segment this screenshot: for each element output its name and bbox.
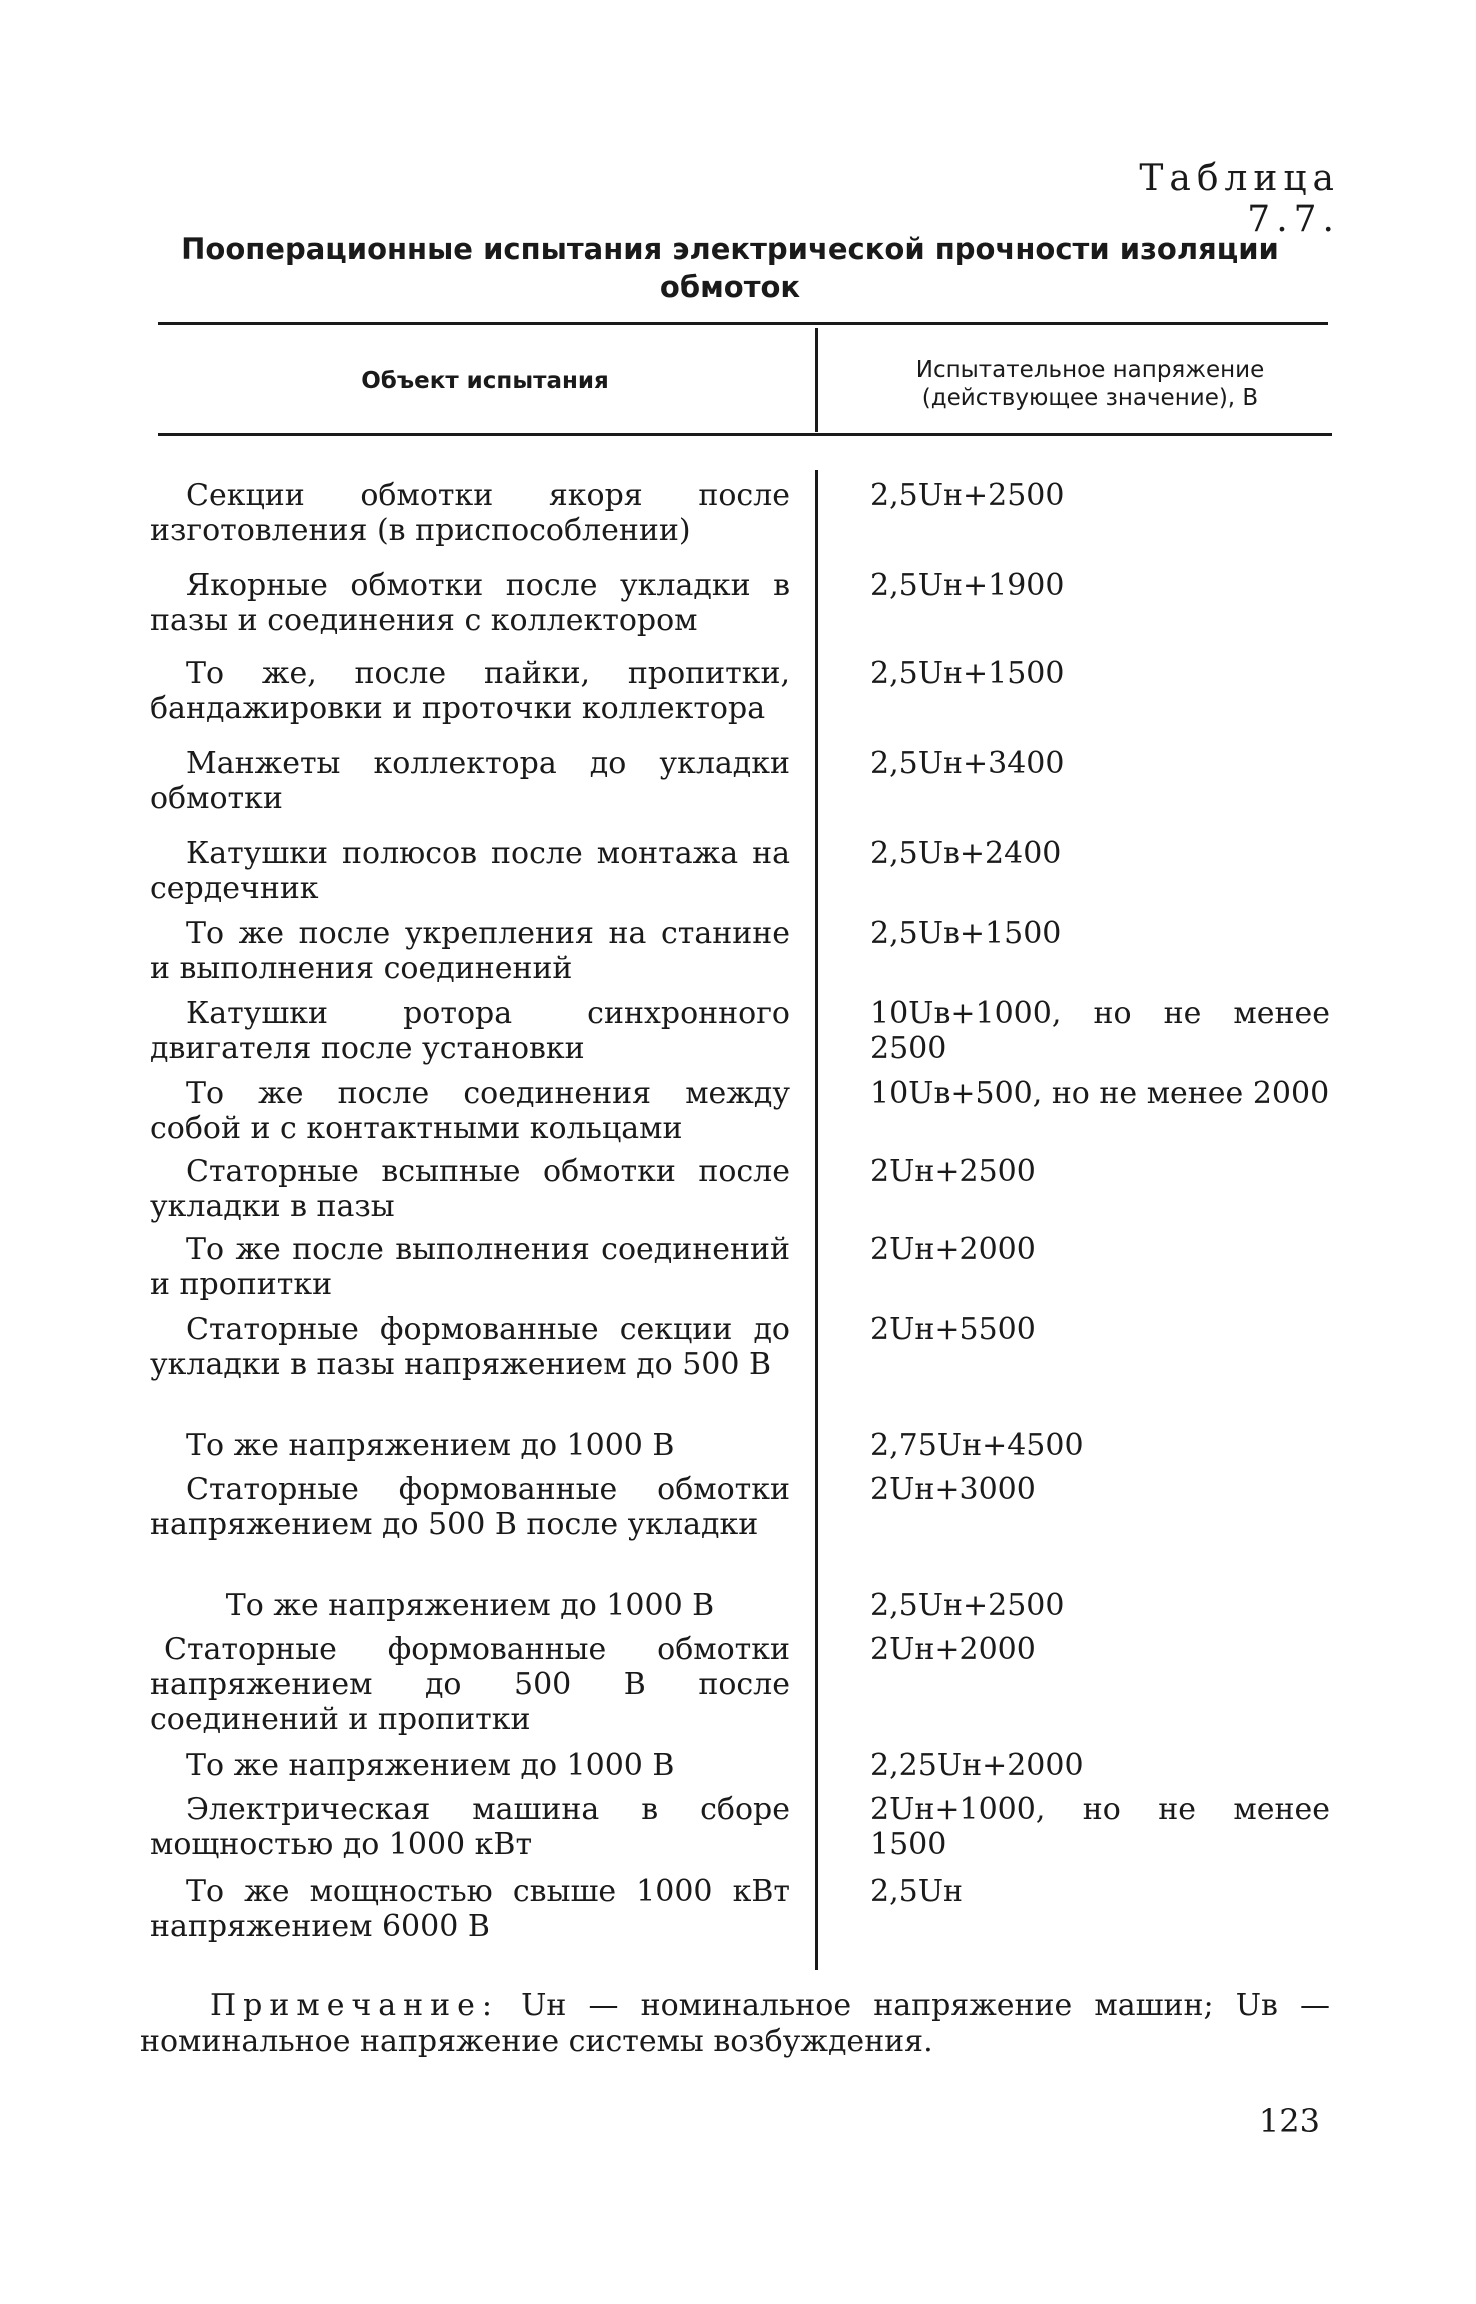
table-row-object: То же после выполнения соединений и пропитки xyxy=(150,1232,790,1302)
table-row-object: То же напряжением до 1000 В xyxy=(186,1748,675,1783)
table-row-object: Якорные обмотки после укладки в пазы и соединения с коллектором xyxy=(150,568,790,638)
table-row-voltage: 2,5Uн+1500 xyxy=(870,656,1065,691)
table-title: Пооперационные испытания электрической прочности изоляции обмоток xyxy=(181,232,1279,304)
table-row-voltage: 2Uн+5500 xyxy=(870,1312,1036,1347)
table-row-voltage: 2,5Uн xyxy=(870,1874,963,1909)
column-header-object: Объект испытания xyxy=(361,368,609,394)
table-row-object: Статорные всыпные обмотки после укладки в пазы xyxy=(150,1154,790,1224)
table-row-voltage: 2,25Uн+2000 xyxy=(870,1748,1084,1783)
table-header-rule xyxy=(158,433,1332,436)
table-row-object: Электрическая машина в сборе мощностью до 1000 кВт xyxy=(150,1792,790,1862)
table-row-voltage: 10Uв+500, но не менее 2000 xyxy=(870,1076,1330,1111)
table-row-object: Манжеты коллектора до укладки обмотки xyxy=(150,746,790,816)
table-row-voltage: 2,5Uн+3400 xyxy=(870,746,1065,781)
table-top-rule xyxy=(158,322,1328,325)
table-row-object: Катушки ротора синхронного двигателя после установки xyxy=(150,996,790,1066)
table-row-voltage: 2,5Uв+1500 xyxy=(870,916,1062,951)
table-note xyxy=(140,1988,1330,2060)
table-row-object: То же, после пайки, пропитки, бандажировки и проточки коллектора xyxy=(150,656,790,726)
table-row-voltage: 10Uв+1000, но не менее 2500 xyxy=(870,996,1330,1066)
table-number: Таблица 7.7. xyxy=(1139,158,1340,240)
table-row-voltage: 2Uн+1000, но не менее 1500 xyxy=(870,1792,1330,1862)
table-row-object: Статорные формованные обмотки напряжением до 500 В после укладки xyxy=(150,1472,790,1542)
table-row-voltage: 2Uн+2500 xyxy=(870,1154,1036,1189)
body-column-divider xyxy=(815,470,818,1970)
table-row-voltage: 2,75Uн+4500 xyxy=(870,1428,1084,1463)
note-text: Uн — номинальное напряжение машин; Uв — номинальное напряжение системы возбуждения. xyxy=(140,1988,1330,2059)
table-row-object: Статорные формованные обмотки напряжением до 500 В после соединений и пропитки xyxy=(150,1632,790,1737)
note-label: Примечание: xyxy=(210,1988,500,2023)
header-column-divider xyxy=(815,328,818,432)
table-row-object: Секции обмотки якоря после изготовления (в приспособлении) xyxy=(150,478,790,548)
table-row-object: То же после соединения между собой и с контактными кольцами xyxy=(150,1076,790,1146)
table-row-voltage: 2Uн+2000 xyxy=(870,1232,1036,1267)
page-number: 123 xyxy=(1258,2102,1320,2140)
table-row-voltage: 2,5Uн+1900 xyxy=(870,568,1065,603)
table-row-object: То же напряжением до 1000 В xyxy=(225,1588,715,1623)
table-row-voltage: 2,5Uн+2500 xyxy=(870,478,1065,513)
table-row-voltage: 2Uн+2000 xyxy=(870,1632,1036,1667)
table-row-voltage: 2,5Uв+2400 xyxy=(870,836,1062,871)
table-row-voltage: 2Uн+3000 xyxy=(870,1472,1036,1507)
table-row-object: Статорные формованные секции до укладки в пазы напряжением до 500 В xyxy=(150,1312,790,1382)
column-header-voltage: Испытательное напряжение (действующее значение), В xyxy=(915,357,1265,411)
table-row-object: То же мощностью свыше 1000 кВт напряжением 6000 В xyxy=(150,1874,790,1944)
table-row-object: То же после укрепления на станине и выполнения соединений xyxy=(150,916,790,986)
table-row-object: Катушки полюсов после монтажа на сердечник xyxy=(150,836,790,906)
table-row-voltage: 2,5Uн+2500 xyxy=(870,1588,1065,1623)
table-row-object: То же напряжением до 1000 В xyxy=(186,1428,675,1463)
